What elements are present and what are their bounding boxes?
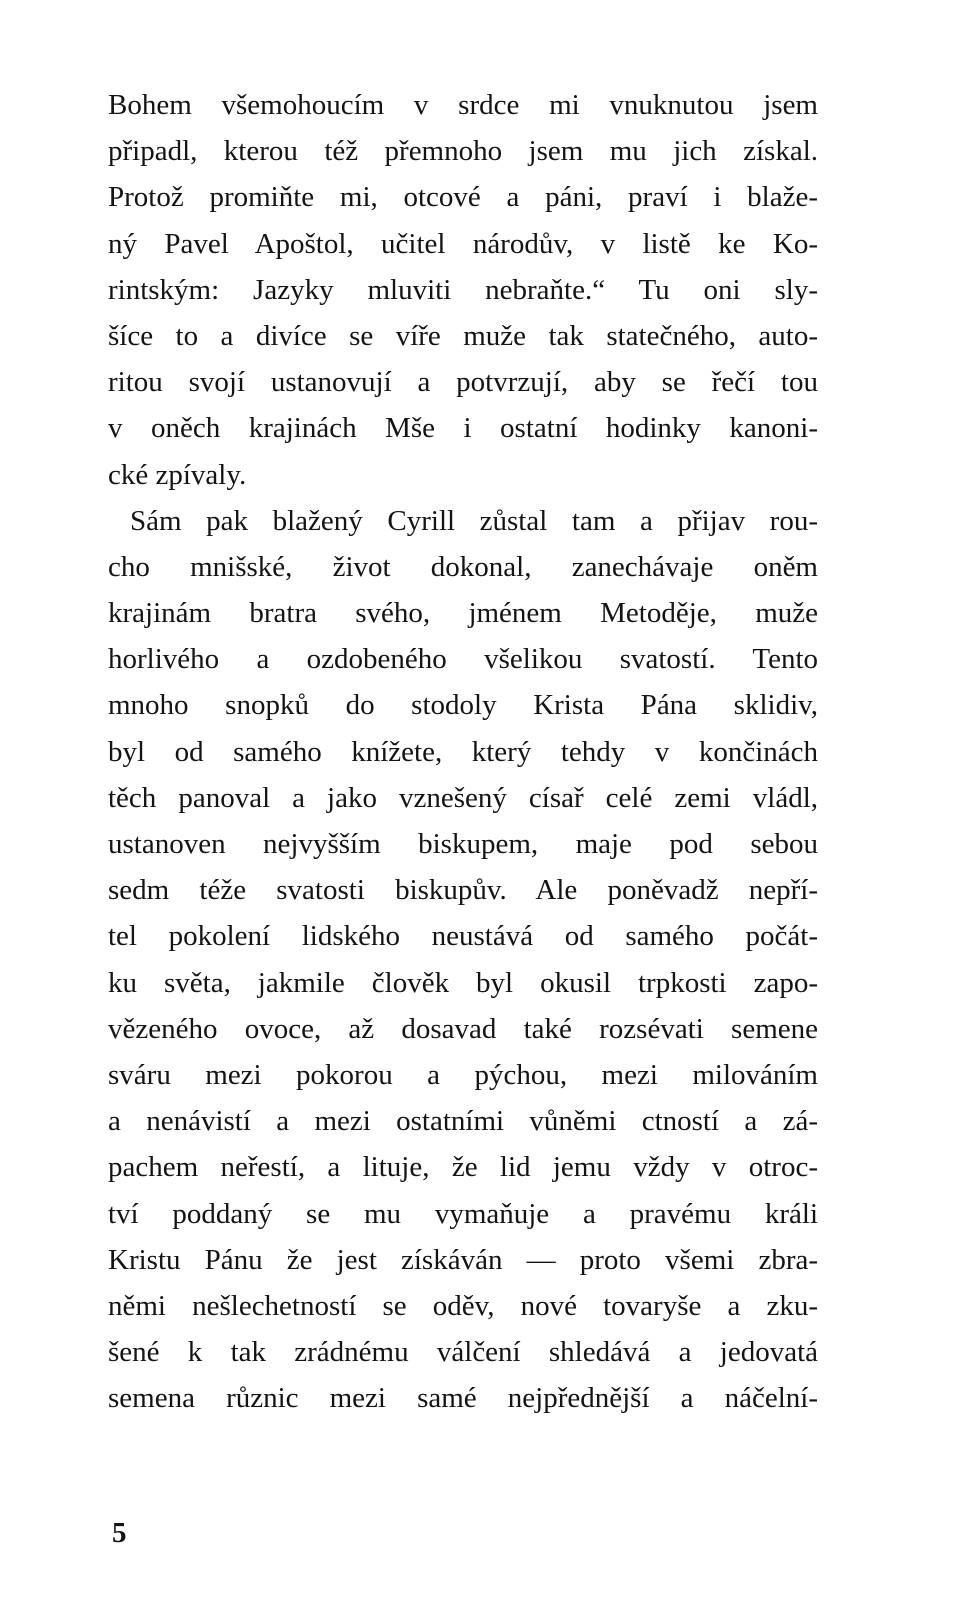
text-line: Bohem všemohoucím v srdce mi vnuknutou jsem	[108, 89, 818, 121]
text-line: ustanoven nejvyšším biskupem, maje pod sebou	[108, 828, 818, 860]
text-line: tel pokolení lidského neustává od samého počát-	[108, 920, 818, 953]
paragraph-2	[108, 498, 818, 1422]
text-line: sváru mezi pokorou a pýchou, mezi milováním	[108, 1058, 818, 1091]
text-line: šené k tak zrádnému válčení shledává a jedovatá	[108, 1336, 818, 1369]
text-line: cké zpívaly.	[108, 458, 247, 491]
text-line: v oněch krajinách Mše i ostatní hodinky kanoni-	[108, 412, 818, 445]
text-line: mnoho snopků do stodoly Krista Pána sklidiv,	[108, 689, 818, 722]
text-line: krajinám bratra svého, jménem Metoděje, muže	[108, 597, 818, 630]
text-line: Sám pak blažený Cyrill zůstal tam a přijav rou-	[130, 504, 818, 537]
text-line: byl od samého knížete, který tehdy v končinách	[108, 735, 818, 768]
body-text	[108, 82, 818, 1421]
text-line: vězeného ovoce, až dosavad také rozsévati semene	[108, 1012, 818, 1045]
text-line: ný Pavel Apoštol, učitel národův, v listě ke Ko-	[108, 227, 818, 260]
paragraph-1	[108, 82, 818, 498]
text-line: šíce to a divíce se víře muže tak statečného, auto-	[108, 319, 818, 352]
page-number: 5	[112, 1517, 127, 1549]
text-line: Kristu Pánu že jest získáván — proto všemi zbra-	[108, 1243, 818, 1276]
text-line: rintským: Jazyky mluviti nebraňte.“ Tu oni sly-	[108, 273, 818, 306]
text-line: horlivého a ozdobeného všelikou svatostí. Tento	[108, 643, 818, 676]
text-line: Protož promiňte mi, otcové a páni, praví i blaže-	[108, 181, 818, 214]
text-line: sedm téže svatosti biskupův. Ale poněvadž nepří-	[108, 874, 818, 907]
text-line: těch panoval a jako vznešený císař celé zemi vládl,	[108, 781, 818, 814]
text-line: ku světa, jakmile člověk byl okusil trpkosti zapo-	[108, 966, 818, 999]
text-line: a nenávistí a mezi ostatními vůněmi ctností a zá-	[108, 1105, 818, 1138]
text-line: tví poddaný se mu vymaňuje a pravému králi	[108, 1197, 818, 1230]
text-line: připadl, kterou též přemnoho jsem mu jich získal.	[108, 135, 818, 168]
text-line: němi nešlechetností se oděv, nové tovaryše a zku-	[108, 1289, 818, 1322]
text-line: pachem neřestí, a lituje, že lid jemu vždy v otroc-	[108, 1151, 818, 1184]
text-line: semena různic mezi samé nejpřednější a náčelní-	[108, 1382, 818, 1415]
text-line: cho mnišské, život dokonal, zanechávaje oněm	[108, 550, 818, 583]
text-line: ritou svojí ustanovují a potvrzují, aby se řečí tou	[108, 366, 818, 399]
